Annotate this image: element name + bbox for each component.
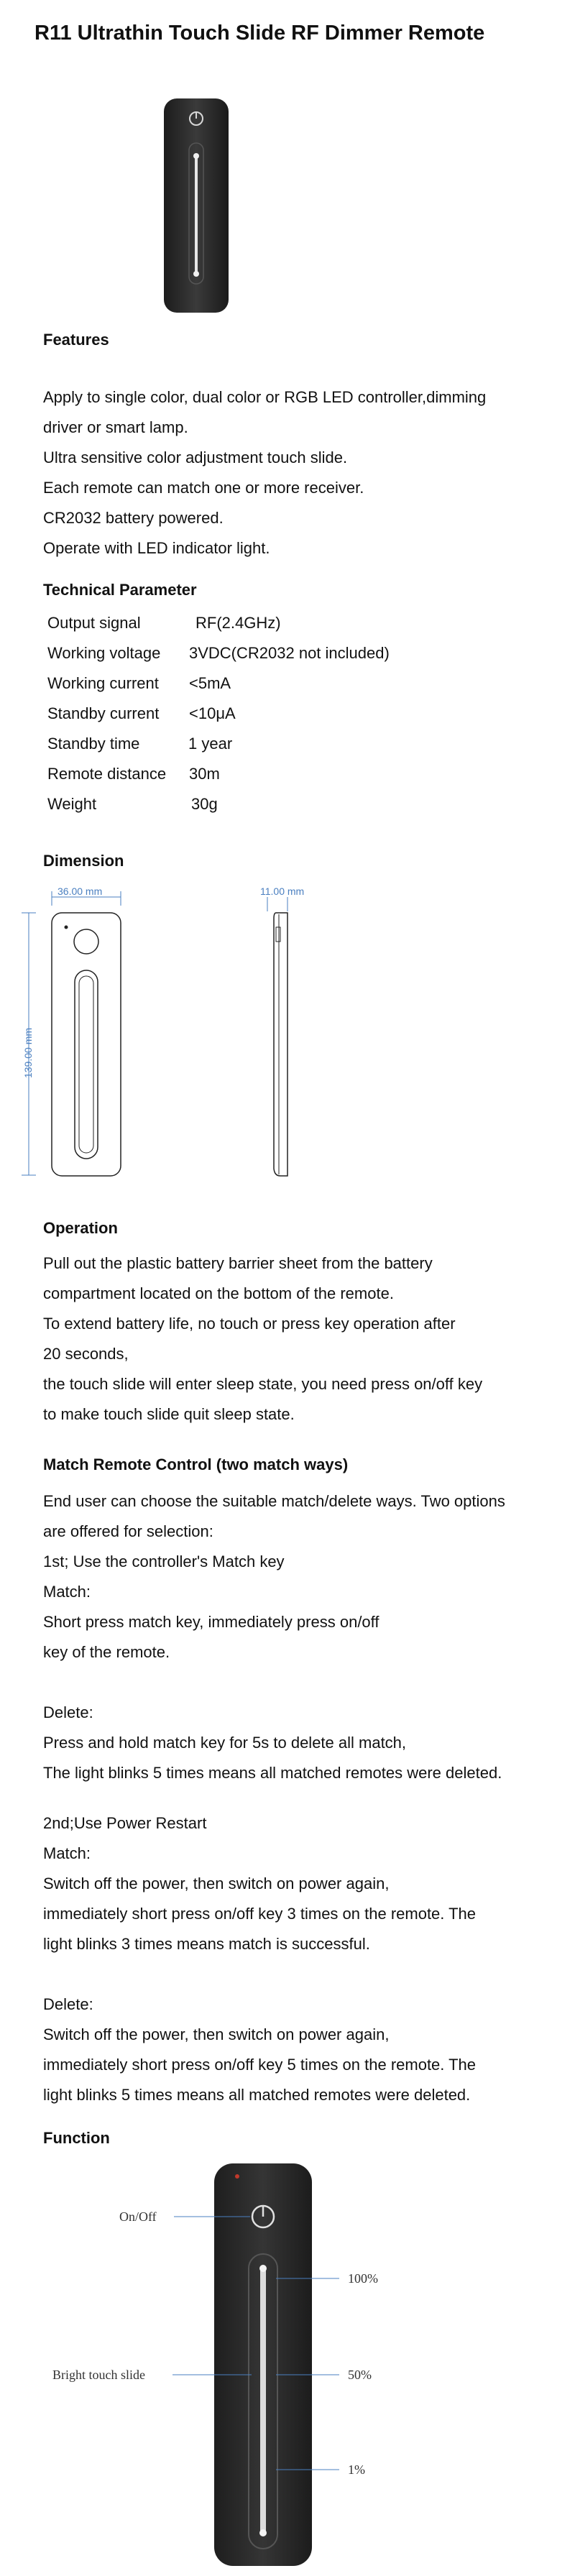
operation-line: Pull out the plastic battery barrier sheet from the battery <box>43 1254 433 1272</box>
features-heading: Features <box>43 331 109 349</box>
side-outline <box>274 913 288 1176</box>
function-heading: Function <box>43 2129 110 2147</box>
match-heading: Match Remote Control (two match ways) <box>43 1455 349 1473</box>
param-value: 3VDC(CR2032 not included) <box>189 644 390 662</box>
front-outline <box>52 913 121 1176</box>
level-mid-label: 50% <box>348 2368 372 2382</box>
param-value: 30m <box>189 765 220 783</box>
operation-line: to make touch slide quit sleep state. <box>43 1405 295 1423</box>
match-line: Delete: <box>43 1995 93 2013</box>
param-value: <5mA <box>189 674 231 692</box>
match-line: Press and hold match key for 5s to delete all match, <box>43 1734 407 1752</box>
indicator-led <box>235 2174 239 2179</box>
width-label: 36.00 mm <box>58 886 103 897</box>
param-value: 1 year <box>188 735 233 753</box>
slide-label: Bright touch slide <box>52 2368 145 2382</box>
match-line: End user can choose the suitable match/delete ways. Two options <box>43 1492 505 1510</box>
operation-heading: Operation <box>43 1219 118 1237</box>
param-value: RF(2.4GHz) <box>196 614 281 632</box>
depth-label: 11.00 mm <box>260 886 305 897</box>
features-line: Operate with LED indicator light. <box>43 539 270 557</box>
operation-line: To extend battery life, no touch or press key operation after <box>43 1315 456 1333</box>
features-text <box>43 382 486 564</box>
match-line: 1st; Use the controller's Match key <box>43 1552 285 1570</box>
features-line: Each remote can match one or more receiver. <box>43 479 364 497</box>
technical-heading: Technical Parameter <box>43 581 197 599</box>
match-line: Switch off the power, then switch on power again, <box>43 2025 390 2043</box>
dimension-heading: Dimension <box>43 852 124 870</box>
param-label: Working current <box>47 674 159 692</box>
features-line: CR2032 battery powered. <box>43 509 224 527</box>
operation-line: 20 seconds, <box>43 1345 129 1363</box>
match-line: Match: <box>43 1844 91 1862</box>
dimension-drawing <box>0 884 575 1200</box>
match-block-1 <box>43 1486 505 1788</box>
match-line: are offered for selection: <box>43 1522 213 1540</box>
button-outline <box>74 929 98 954</box>
operation-line: compartment located on the bottom of the remote. <box>43 1284 394 1302</box>
page-title: R11 Ultrathin Touch Slide RF Dimmer Remote <box>34 22 485 45</box>
param-value: <10μA <box>189 704 236 722</box>
param-label: Remote distance <box>47 765 167 783</box>
features-line: Ultra sensitive color adjustment touch slide. <box>43 448 348 466</box>
function-diagram <box>0 2156 575 2576</box>
product-photo <box>158 96 237 318</box>
match-line: immediately short press on/off key 3 times on the remote. The <box>43 1905 477 1923</box>
param-label: Output signal <box>47 614 141 632</box>
level-high-label: 100% <box>348 2271 378 2286</box>
match-line <box>43 1668 505 1698</box>
onoff-label: On/Off <box>119 2209 157 2224</box>
match-line: Delete: <box>43 1703 93 1721</box>
match-line: immediately short press on/off key 5 times on the remote. The <box>43 2056 477 2074</box>
match-line: Switch off the power, then switch on power again, <box>43 1874 390 1892</box>
height-label: 139.00 mm <box>22 1027 34 1078</box>
match-line: Match: <box>43 1583 91 1601</box>
param-label: Standby current <box>47 704 160 722</box>
match-line <box>43 1959 476 1990</box>
features-line: driver or smart lamp. <box>43 418 188 436</box>
match-line: light blinks 3 times means match is successful. <box>43 1935 370 1953</box>
match-line: The light blinks 5 times means all matched remotes were deleted. <box>43 1764 502 1782</box>
param-label: Working voltage <box>47 644 161 662</box>
operation-line: the touch slide will enter sleep state, you need press on/off key <box>43 1375 483 1393</box>
param-label: Standby time <box>47 735 140 753</box>
level-low-label: 1% <box>348 2462 365 2477</box>
match-line: light blinks 5 times means all matched remotes were deleted. <box>43 2086 471 2104</box>
param-value: 30g <box>191 795 218 813</box>
match-line: Short press match key, immediately press on/off <box>43 1613 380 1631</box>
features-line: Apply to single color, dual color or RGB LED controller,dimming <box>43 388 487 406</box>
param-label: Weight <box>47 795 97 813</box>
match-line: 2nd;Use Power Restart <box>43 1814 207 1832</box>
match-block-2 <box>43 1808 476 2110</box>
operation-text <box>43 1248 482 1430</box>
match-line: key of the remote. <box>43 1643 170 1661</box>
